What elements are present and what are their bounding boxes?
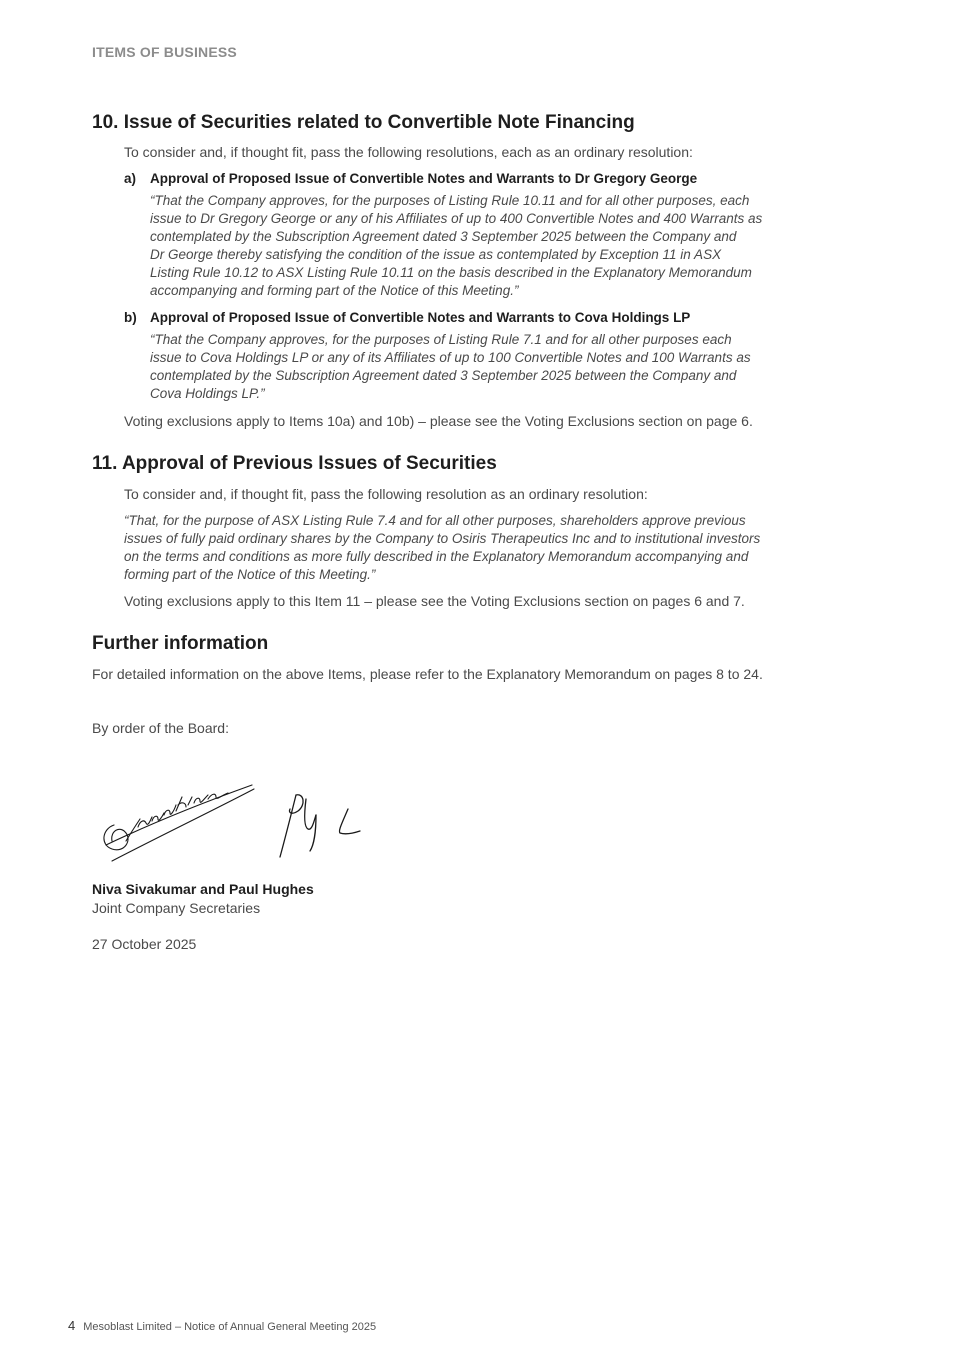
- resolution-line: issue to Dr Gregory George or any of his Affiliates of up to 400 Convertible Notes and 400 Warrants as: [150, 211, 763, 226]
- item-10a-heading: [124, 170, 697, 188]
- resolution-line: contemplated by the Subscription Agreement dated 3 September 2025 between the Company and: [150, 229, 737, 244]
- resolution-line: Dr George thereby satisfying the condition of the issue as contemplated by Exception 11 in ASX: [150, 247, 722, 262]
- item-10-intro: To consider and, if thought fit, pass the following resolutions, each as an ordinary resolution:: [124, 144, 693, 160]
- section-header: ITEMS OF BUSINESS: [92, 44, 237, 60]
- signatures: [92, 775, 372, 870]
- resolution-line: “That, for the purpose of ASX Listing Rule 7.4 and for all other purposes, shareholders approve previous: [124, 513, 746, 528]
- item-11-intro: To consider and, if thought fit, pass the following resolution as an ordinary resolution:: [124, 486, 648, 502]
- resolution-line: contemplated by the Subscription Agreement dated 3 September 2025 between the Company and: [150, 368, 737, 383]
- item-10a-marker: a): [124, 171, 137, 186]
- resolution-line: on the terms and conditions as more fully described in the Explanatory Memorandum accompanying and: [124, 549, 749, 564]
- signatory-role: Joint Company Secretaries: [92, 900, 261, 916]
- item-11-voting-exclusions: Voting exclusions apply to this Item 11 – please see the Voting Exclusions section on pages 6 and 7.: [124, 593, 745, 609]
- resolution-line: accompanying and forming part of the Notice of this Meeting.”: [150, 283, 519, 298]
- item-10b-marker: b): [124, 310, 137, 325]
- resolution-line: “That the Company approves, for the purposes of Listing Rule 10.11 and for all other purposes, each: [150, 193, 750, 208]
- board-order-text: By order of the Board:: [92, 720, 229, 736]
- resolution-line: issues of fully paid ordinary shares by the Company to Osiris Therapeutics Inc and to institutional investors: [124, 531, 761, 546]
- item-10-voting-exclusions: Voting exclusions apply to Items 10a) and 10b) – please see the Voting Exclusions section on page 6.: [124, 413, 753, 429]
- item-10b-heading: [124, 309, 690, 327]
- resolution-line: forming part of the Notice of this Meeting.”: [124, 567, 376, 582]
- signoff-date: 27 October 2025: [92, 936, 197, 952]
- item-10a-heading-text: Approval of Proposed Issue of Convertible Notes and Warrants to Dr Gregory George: [150, 171, 698, 186]
- resolution-line: Listing Rule 10.12 to ASX Listing Rule 10.11 on the basis described in the Explanatory Memorandum: [150, 265, 752, 280]
- item-10b-heading-text: Approval of Proposed Issue of Convertible Notes and Warrants to Cova Holdings LP: [150, 310, 691, 325]
- signatory-names: Niva Sivakumar and Paul Hughes: [92, 881, 314, 897]
- resolution-line: “That the Company approves, for the purposes of Listing Rule 7.1 and for all other purposes each: [150, 332, 732, 347]
- further-information-title: Further information: [92, 633, 269, 654]
- signature-sivakumar: [104, 785, 254, 861]
- item-11-resolution: [124, 512, 760, 584]
- item-10a-resolution: [150, 192, 762, 300]
- item-11-title: 11. Approval of Previous Issues of Securities: [92, 453, 497, 474]
- item-10-title: 10. Issue of Securities related to Convertible Note Financing: [92, 112, 635, 133]
- signature-hughes: [280, 795, 360, 857]
- item-10b-resolution: [150, 331, 751, 403]
- page-number: 4: [68, 1318, 76, 1333]
- footer-text: Mesoblast Limited – Notice of Annual General Meeting 2025: [83, 1321, 377, 1333]
- resolution-line: Cova Holdings LP.”: [150, 386, 265, 401]
- resolution-line: issue to Cova Holdings LP or any of its Affiliates of up to 100 Convertible Notes and 100 Warrants as: [150, 350, 751, 365]
- page-footer: [68, 1318, 376, 1333]
- further-information-text: For detailed information on the above Items, please refer to the Explanatory Memorandum on pages 8 to 24.: [92, 666, 763, 682]
